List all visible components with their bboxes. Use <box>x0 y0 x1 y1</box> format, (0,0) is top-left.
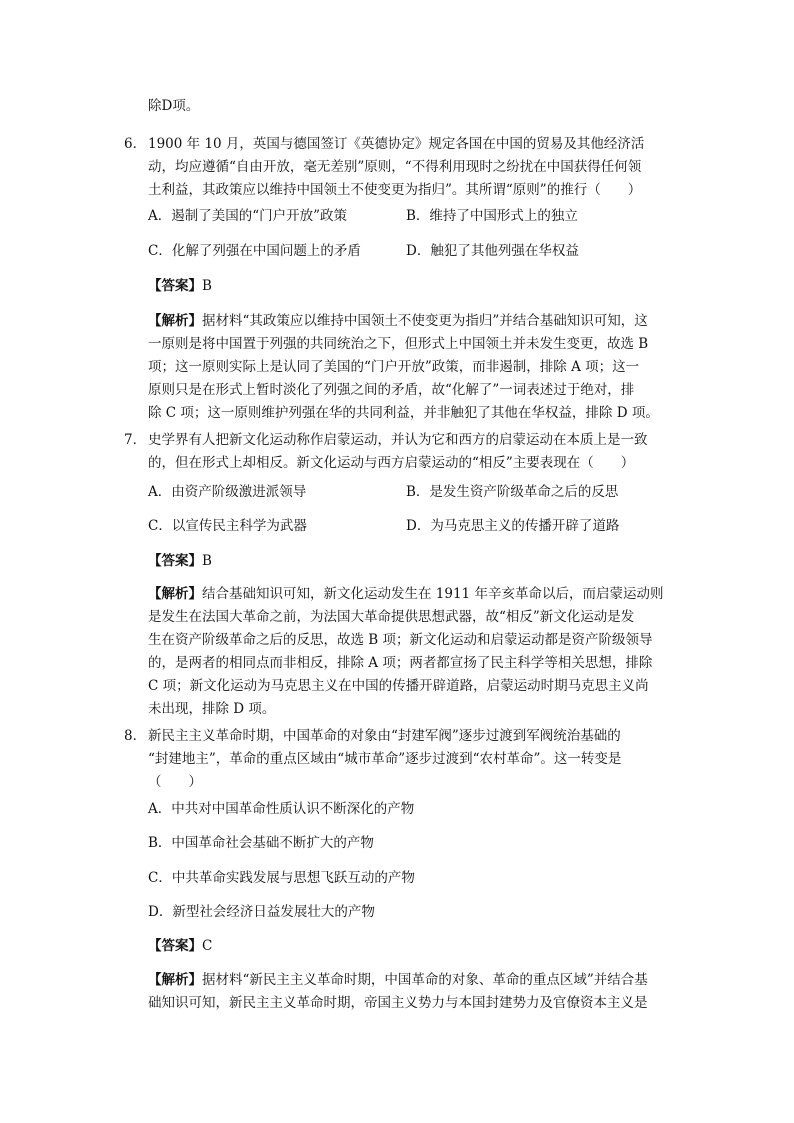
question-stem-line: 土利益，其政策应以维持中国领土不使变更为指归”。其所谓“原则”的推行（ ） <box>148 182 642 198</box>
answer-tag: 【答案】 <box>148 553 202 569</box>
analysis-text: 结合基础知识可知，新文化运动发生在 1911 年辛亥革命以后，而启蒙运动则 <box>202 586 664 602</box>
analysis-line <box>148 584 663 604</box>
analysis-text: 据材料“新民主主义革命时期，中国革命的对象、革命的重点区域”并结合基 <box>202 972 648 988</box>
answer-line <box>148 276 212 296</box>
option-a: A．由资产阶级激进派领导 <box>148 484 307 500</box>
option-c: C．化解了列强在中国问题上的矛盾 <box>148 243 361 259</box>
option-a: A．中共对中国革命性质认识不断深化的产物 <box>148 801 415 817</box>
analysis-line: 未出现，排除 D 项。 <box>148 701 276 717</box>
question-stem-line: （ ） <box>148 774 202 790</box>
question-number: 6． <box>124 136 147 152</box>
analysis-tag: 【解析】 <box>148 972 202 988</box>
question-stem-line: 新民主主义革命时期，中国革命的对象由“封建军阀”逐步过渡到军阀统治基础的 <box>148 728 621 744</box>
analysis-line: 项；这一原则实际上是认同了美国的“门户开放”政策，而非遏制，排除 A 项；这一 <box>148 359 640 375</box>
analysis-line: 础知识可知，新民主主义革命时期，帝国主义势力与本国封建势力及官僚资本主义是 <box>148 995 648 1011</box>
analysis-line: C 项；新文化运动为马克思主义在中国的传播开辟道路，启蒙运动时期马克思主义尚 <box>148 678 649 694</box>
question-stem-line: 1900 年 10 月，英国与德国签订《英德协定》规定各国在中国的贸易及其他经济活 <box>148 136 645 152</box>
answer-value: B <box>202 278 212 294</box>
option-b: B．维持了中国形式上的独立 <box>406 208 578 224</box>
question-stem-line: 动，均应遵循“自由开放，毫无差别”原则，“不得利用现时之纷扰在中国获得任何领 <box>148 159 642 175</box>
analysis-line: 除 C 项；这一原则维护列强在华的共同利益，并非触犯了其他在华权益，排除 D 项。 <box>148 405 659 421</box>
answer-value: B <box>202 553 212 569</box>
analysis-line: 原则只是在形式上暂时淡化了列强之间的矛盾，故“化解了”一词表述过于绝对，排 <box>148 382 635 398</box>
analysis-tag: 【解析】 <box>148 313 202 329</box>
answer-tag: 【答案】 <box>148 278 202 294</box>
answer-value: C <box>202 938 213 954</box>
question-stem-line: “封建地主”，革命的重点区域由“城市革命”逐步过渡到“农村革命”。这一转变是 <box>148 751 622 767</box>
intro-line: 除D项。 <box>148 98 200 114</box>
option-b: B．是发生资产阶级革命之后的反思 <box>406 484 619 500</box>
option-d: D．新型社会经济日益发展壮大的产物 <box>148 904 375 920</box>
question-number: 7． <box>124 432 147 448</box>
question-number: 8． <box>124 728 147 744</box>
option-b: B．中国革命社会基础不断扩大的产物 <box>148 835 374 851</box>
question-stem-line: 史学界有人把新文化运动称作启蒙运动，并认为它和西方的启蒙运动在本质上是一致 <box>148 432 648 448</box>
option-c: C．以宣传民主科学为武器 <box>148 518 307 534</box>
answer-line <box>148 551 212 571</box>
analysis-line <box>148 970 648 990</box>
answer-line <box>148 936 212 956</box>
option-a: A．遏制了美国的“门户开放”政策 <box>148 208 348 224</box>
analysis-line: 一原则是将中国置于列强的共同统治之下，但形式上中国领土并未发生变更，故选 B <box>148 336 649 352</box>
analysis-line <box>148 311 648 331</box>
option-d: D．触犯了其他列强在华权益 <box>406 243 579 259</box>
option-c: C．中共革命实践发展与思想飞跃互动的产物 <box>148 870 415 886</box>
question-stem-line: 的，但在形式上却相反。新文化运动与西方启蒙运动的“相反”主要表现在（ ） <box>148 455 635 471</box>
analysis-line: 生在资产阶级革命之后的反思，故选 B 项；新文化运动和启蒙运动都是资产阶级领导 <box>148 632 653 648</box>
answer-tag: 【答案】 <box>148 938 202 954</box>
option-d: D．为马克思主义的传播开辟了道路 <box>406 518 620 534</box>
analysis-line: 的，是两者的相同点而非相反，排除 A 项；两者都宣扬了民主科学等相关思想，排除 <box>148 655 653 671</box>
analysis-text: 据材料“其政策应以维持中国领土不使变更为指归”并结合基础知识可知，这 <box>202 313 648 329</box>
analysis-line: 是发生在法国大革命之前，为法国大革命提供思想武器，故“相反”新文化运动是发 <box>148 609 635 625</box>
analysis-tag: 【解析】 <box>148 586 202 602</box>
